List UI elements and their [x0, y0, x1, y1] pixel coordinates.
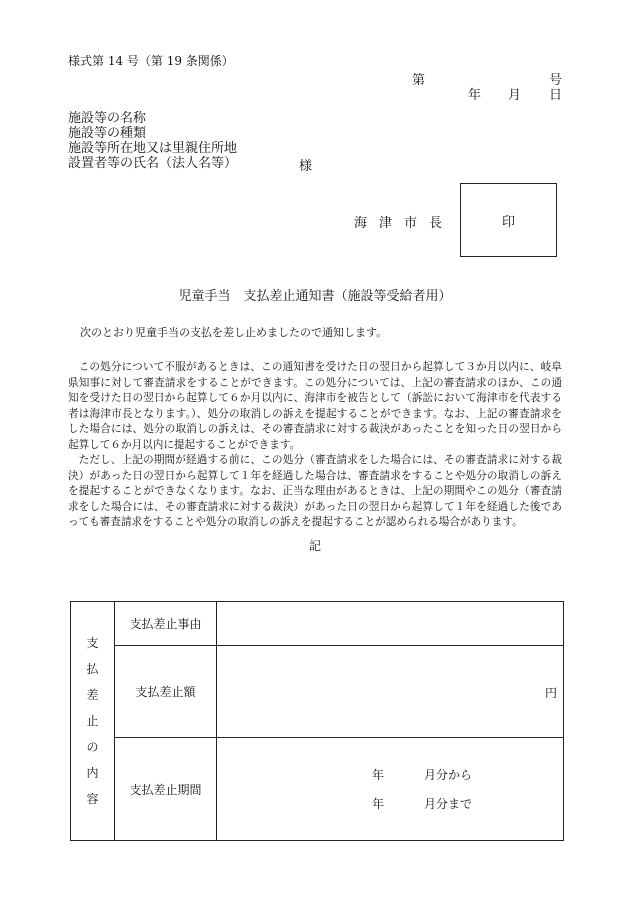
facility-type-label: 施設等の種類: [68, 126, 147, 141]
form-number: 様式第 14 号（第 19 条関係）: [68, 54, 234, 68]
side-char: の: [86, 740, 99, 754]
period-label: 支払差止期間: [115, 738, 217, 841]
document-number: [412, 69, 562, 88]
facility-address-label: 施設等所在地又は里親住所地: [68, 141, 238, 156]
number-prefix: 第: [412, 73, 426, 88]
side-char: 容: [86, 792, 99, 806]
notice-body: [68, 360, 562, 531]
seal-mark: 印: [501, 215, 515, 230]
intro-text: 次のとおり児童手当の支払を差し止めましたので通知します。: [80, 326, 388, 339]
reason-label: 支払差止事由: [115, 602, 217, 646]
side-char: 払: [86, 662, 99, 676]
side-char: 止: [86, 714, 99, 728]
period-value: [217, 738, 564, 841]
amount-label: 支払差止額: [115, 646, 217, 738]
number-suffix: 号: [548, 73, 562, 88]
period-from-year: 年: [372, 768, 385, 782]
date-year: 年: [468, 88, 482, 103]
reason-value: [217, 602, 564, 646]
honorific: 様: [299, 159, 313, 174]
recipient-block: [68, 111, 237, 171]
sender-title: 海津市長: [354, 216, 455, 231]
document-title: 児童手当 支払差止通知書（施設等受給者用）: [178, 289, 452, 304]
issue-date: [468, 84, 562, 103]
side-char: 内: [86, 766, 99, 780]
amount-unit: 円: [544, 686, 557, 700]
suspension-table: [70, 601, 564, 841]
period-to-year: 年: [372, 797, 385, 811]
proviso-paragraph: ただし、上記の期間が経過する前に、この処分（審査請求をした場合には、その審査請求に対する裁決）があった日の翌日から起算して１年を経過した場合は、審査請求をすることや処分の取消しの訴えを提起することができなくなります。なお、正当な理由があるときは、上記の期間やこの処分（審査請求をした場合には、その審査請求に対する裁決）があった日の翌日から起算して１年を経過した後であっても審査請求をすることや処分の取消しの訴えを提起することが認められる場合があります。: [68, 454, 562, 528]
side-label: [71, 602, 115, 841]
date-month: 月: [508, 88, 522, 103]
founder-name-label: 設置者等の氏名（法人名等）: [68, 156, 238, 171]
date-day: 日: [548, 88, 562, 103]
ki-heading: 記: [308, 539, 321, 553]
side-char: 支: [86, 636, 99, 650]
side-char: 差: [86, 688, 99, 702]
facility-name-label: 施設等の名称: [68, 111, 147, 126]
appeal-paragraph: この処分について不服があるときは、この通知書を受けた日の翌日から起算して３か月以内に、岐阜県知事に対して審査請求をすることができます。この処分については、上記の審査請求のほか、この通知を受けた日の翌日から起算して６か月以内に、海津市を被告として（訴訟において海津市を代表する者は海津市長となります。）、処分の取消しの訴えを提起することができます。なお、上記の審査請求をした場合には、処分の取消しの訴えは、その審査請求に対する裁決があったことを知った日の翌日から起算して６か月以内に提起することができます。: [68, 361, 562, 451]
amount-value: [217, 646, 564, 738]
seal-box: [460, 183, 557, 257]
period-from-month: 月分から: [424, 768, 473, 782]
period-to-month: 月分まで: [424, 797, 473, 811]
